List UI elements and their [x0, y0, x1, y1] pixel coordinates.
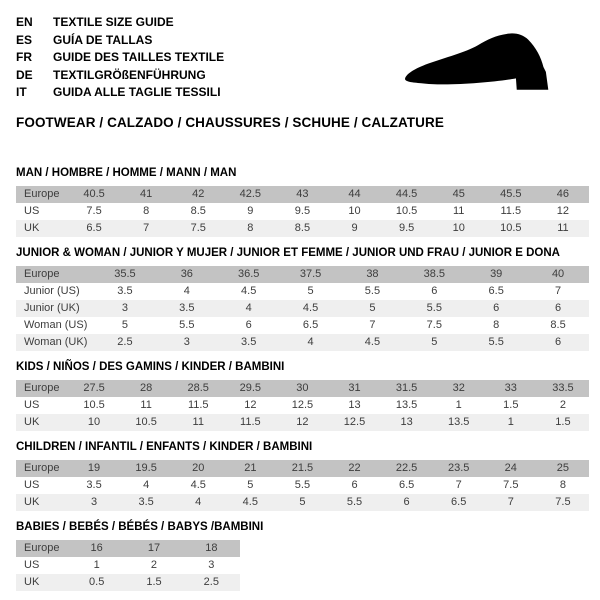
size-cell: 44: [348, 188, 361, 200]
size-table: [16, 460, 589, 511]
size-cell: 7: [507, 496, 514, 508]
language-code: FR: [16, 50, 32, 64]
size-cell: 42.5: [239, 188, 262, 200]
size-cell: 1: [455, 399, 462, 411]
size-cell: 6: [351, 479, 358, 491]
language-code: ES: [16, 32, 33, 47]
size-cell: 11: [452, 205, 465, 217]
size-cell: 1.5: [503, 399, 519, 411]
size-cell: 8.5: [550, 319, 566, 331]
size-cell: 7.5: [555, 496, 571, 508]
size-cell: 10.5: [395, 205, 418, 217]
size-cell: 39: [490, 268, 503, 280]
size-cell: 8: [143, 205, 150, 217]
size-cell: 5: [369, 302, 376, 314]
size-cell: 10: [87, 416, 101, 428]
size-table-row: [16, 540, 240, 557]
size-cell: 3.5: [241, 336, 257, 348]
size-cell: 2: [150, 559, 158, 571]
size-cell: 7.5: [190, 222, 206, 234]
size-cell: 19.5: [135, 462, 157, 474]
size-cell: 31: [348, 382, 361, 394]
size-cell: 9.5: [294, 205, 311, 217]
size-table-row: [16, 203, 589, 220]
size-cell: 6.5: [398, 479, 415, 491]
size-cell: 5.5: [364, 285, 381, 297]
size-section-title: CHILDREN / INFANTIL / ENFANTS / KINDER / BAMBINI: [16, 440, 313, 453]
size-cell: 11: [140, 399, 152, 411]
size-cell: 2: [559, 399, 566, 411]
size-cell: 11.5: [500, 205, 522, 217]
size-cell: 7.5: [426, 319, 442, 331]
row-label: Woman (US): [24, 319, 88, 331]
size-table-row: [16, 334, 589, 351]
size-section-title: BABIES / BEBÉS / BÉBÉS / BABYS /BAMBINI: [16, 520, 264, 533]
size-cell: 10.5: [500, 222, 522, 234]
size-cell: 5: [299, 496, 306, 508]
size-cell: 40: [551, 268, 565, 280]
size-cell: 5: [247, 479, 254, 491]
size-cell: 6.5: [86, 222, 102, 234]
row-label: Europe: [24, 268, 60, 280]
size-cell: 4: [143, 479, 150, 491]
size-cell: 6.5: [488, 285, 504, 297]
size-section: [16, 441, 589, 511]
shoe-silhouette-path: [405, 33, 548, 89]
size-table-row: [16, 414, 589, 431]
language-title: GUIDA ALLE TAGLIE TESSILI: [53, 85, 221, 99]
size-table-row: [16, 266, 589, 283]
row-label: Europe: [24, 382, 60, 394]
size-cell: 27.5: [83, 382, 105, 394]
category-title: FOOTWEAR / CALZADO / CHAUSSURES / SCHUHE / CALZATURE: [16, 114, 444, 130]
size-cell: 6: [431, 285, 438, 297]
size-cell: 4: [183, 285, 190, 297]
size-cell: 8: [559, 479, 566, 491]
size-table-row: [16, 494, 589, 511]
size-cell: 5.5: [426, 302, 442, 314]
size-cell: 4.5: [241, 285, 257, 297]
size-cell: 45.5: [500, 188, 522, 200]
size-cell: 5: [431, 336, 438, 348]
size-cell: 4: [195, 496, 202, 508]
language-title: TEXTILGRÖßENFÜHRUNG: [53, 67, 206, 82]
size-cell: 2.5: [117, 336, 133, 348]
language-code: EN: [16, 15, 33, 29]
size-cell: 5.5: [294, 479, 311, 491]
row-label: UK: [24, 222, 40, 234]
size-table: [16, 540, 240, 591]
size-table-row: [16, 574, 240, 591]
language-code: DE: [16, 67, 33, 82]
size-cell: 11: [557, 222, 569, 234]
size-cell: 5.5: [346, 496, 363, 508]
size-cell: 6.5: [302, 319, 319, 331]
size-cell: 7: [143, 222, 150, 234]
size-cell: 23.5: [447, 462, 470, 474]
size-table-row: [16, 317, 589, 334]
size-cell: 10: [348, 205, 361, 217]
size-cell: 1: [507, 416, 514, 428]
size-cell: 13.5: [447, 416, 470, 428]
size-section: [16, 361, 589, 431]
size-cell: 1: [93, 559, 100, 571]
size-section-title: MAN / HOMBRE / HOMME / MANN / MAN: [16, 166, 237, 179]
size-cell: 29.5: [239, 382, 262, 394]
row-label: Europe: [24, 462, 60, 474]
size-cell: 11.5: [187, 399, 209, 411]
size-cell: 6: [555, 302, 562, 314]
size-table-row: [16, 460, 589, 477]
size-cell: 3.5: [86, 479, 102, 491]
size-cell: 20: [192, 462, 205, 474]
size-cell: 28: [140, 382, 153, 394]
size-table: [16, 186, 589, 237]
size-cell: 4.5: [190, 479, 206, 491]
size-cell: 33: [504, 382, 517, 394]
size-cell: 3.5: [179, 302, 195, 314]
size-cell: 3.5: [138, 496, 154, 508]
row-label: US: [24, 205, 40, 217]
size-cell: 3: [90, 496, 98, 508]
shoe-icon: [397, 33, 575, 93]
size-cell: 24: [504, 462, 517, 474]
size-cell: 10.5: [135, 416, 157, 428]
size-cell: 44.5: [395, 188, 418, 200]
size-cell: 11.5: [240, 416, 261, 428]
size-cell: 5.5: [488, 336, 504, 348]
size-table-row: [16, 186, 589, 203]
language-title: TEXTILE SIZE GUIDE: [53, 15, 174, 29]
size-table-row: [16, 557, 240, 574]
size-cell: 22.5: [395, 462, 418, 474]
size-cell: 16: [90, 542, 103, 554]
size-cell: 8.5: [190, 205, 206, 217]
size-cell: 17: [147, 542, 161, 554]
size-cell: 45: [452, 188, 465, 200]
size-cell: 36.5: [237, 268, 260, 280]
size-table-row: [16, 220, 589, 237]
size-section: [16, 247, 589, 351]
size-cell: 8.5: [294, 222, 311, 234]
row-label: Woman (UK): [24, 336, 88, 348]
size-cell: 4.5: [302, 302, 319, 314]
size-cell: 6: [493, 302, 500, 314]
size-cell: 1.5: [555, 416, 571, 428]
size-cell: 41: [140, 188, 153, 200]
size-cell: 12.5: [343, 416, 366, 428]
size-cell: 6: [245, 319, 252, 331]
size-table-row: [16, 380, 589, 397]
language-title: GUÍA DE TALLAS: [53, 32, 153, 47]
row-label: Europe: [24, 188, 60, 200]
size-cell: 38: [366, 268, 379, 280]
size-cell: 21.5: [291, 462, 314, 474]
size-cell: 3: [121, 302, 128, 314]
size-table-row: [16, 477, 589, 494]
size-table: [16, 266, 589, 351]
size-cell: 10.5: [83, 399, 105, 411]
row-label: UK: [24, 496, 40, 508]
row-label: US: [24, 399, 40, 411]
size-cell: 5: [121, 319, 128, 331]
size-cell: 37.5: [299, 268, 322, 280]
size-section-title: KIDS / NIÑOS / DES GAMINS / KINDER / BAMBINI: [16, 360, 285, 373]
size-cell: 1.5: [146, 576, 162, 588]
size-cell: 4: [307, 336, 314, 348]
size-cell: 42: [192, 188, 205, 200]
size-cell: 3: [183, 336, 190, 348]
size-cell: 8: [493, 319, 500, 331]
size-cell: 22: [348, 462, 361, 474]
size-section: [16, 167, 589, 237]
size-cell: 7.5: [503, 479, 519, 491]
size-cell: 31.5: [395, 382, 418, 394]
size-cell: 33.5: [552, 382, 574, 394]
size-section: [16, 521, 589, 591]
size-section-title: JUNIOR & WOMAN / JUNIOR Y MUJER / JUNIOR ET FEMME / JUNIOR UND FRAU / JUNIOR E DONA: [16, 246, 560, 259]
row-label: UK: [24, 576, 40, 588]
language-code: IT: [16, 85, 27, 99]
size-cell: 7: [369, 319, 376, 331]
size-cell: 12: [556, 205, 570, 217]
size-cell: 36: [180, 268, 193, 280]
size-cell: 12: [244, 399, 257, 411]
size-cell: 38.5: [423, 268, 446, 280]
row-label: US: [24, 479, 40, 491]
row-label: US: [24, 559, 40, 571]
size-cell: 9: [247, 205, 254, 217]
size-cell: 2.5: [203, 576, 219, 588]
size-cell: 0.5: [89, 576, 105, 588]
size-cell: 13.5: [395, 399, 418, 411]
size-cell: 7: [455, 479, 462, 491]
row-label: UK: [24, 416, 40, 428]
size-cell: 40.5: [83, 188, 105, 200]
size-cell: 28.5: [187, 382, 209, 394]
row-label: Europe: [24, 542, 60, 554]
size-cell: 13: [400, 416, 413, 428]
size-cell: 19: [87, 462, 101, 474]
size-cell: 30: [296, 382, 309, 394]
size-cell: 12: [296, 416, 309, 428]
size-cell: 3: [208, 559, 215, 571]
row-label: Junior (UK): [24, 302, 80, 314]
size-cell: 32: [452, 382, 465, 394]
size-cell: 8: [247, 222, 254, 234]
size-cell: 12.5: [291, 399, 314, 411]
size-cell: 6.5: [451, 496, 467, 508]
size-table-row: [16, 300, 589, 317]
size-table: [16, 380, 589, 431]
size-cell: 21: [244, 462, 257, 474]
size-table-row: [16, 397, 589, 414]
size-cell: 43: [296, 188, 309, 200]
size-cell: 5: [307, 285, 314, 297]
size-cell: 13: [348, 399, 361, 411]
size-cell: 35.5: [114, 268, 136, 280]
size-table-row: [16, 283, 589, 300]
size-cell: 18: [205, 542, 218, 554]
size-cell: 3.5: [117, 285, 133, 297]
size-cell: 6: [555, 336, 562, 348]
size-sections: [16, 167, 589, 591]
size-cell: 9.5: [398, 222, 415, 234]
size-cell: 4.5: [242, 496, 258, 508]
language-row: [16, 14, 589, 32]
row-label: Junior (US): [24, 285, 80, 297]
size-cell: 5.5: [179, 319, 195, 331]
size-cell: 46: [556, 188, 570, 200]
size-cell: 7.5: [86, 205, 102, 217]
size-cell: 4: [245, 302, 252, 314]
size-cell: 11: [192, 416, 204, 428]
size-cell: 10: [452, 222, 465, 234]
language-title: GUIDE DES TAILLES TEXTILE: [53, 50, 225, 64]
size-cell: 4.5: [364, 336, 381, 348]
size-cell: 9: [351, 222, 358, 234]
size-cell: 6: [403, 496, 410, 508]
size-cell: 25: [556, 462, 570, 474]
size-cell: 7: [555, 285, 562, 297]
